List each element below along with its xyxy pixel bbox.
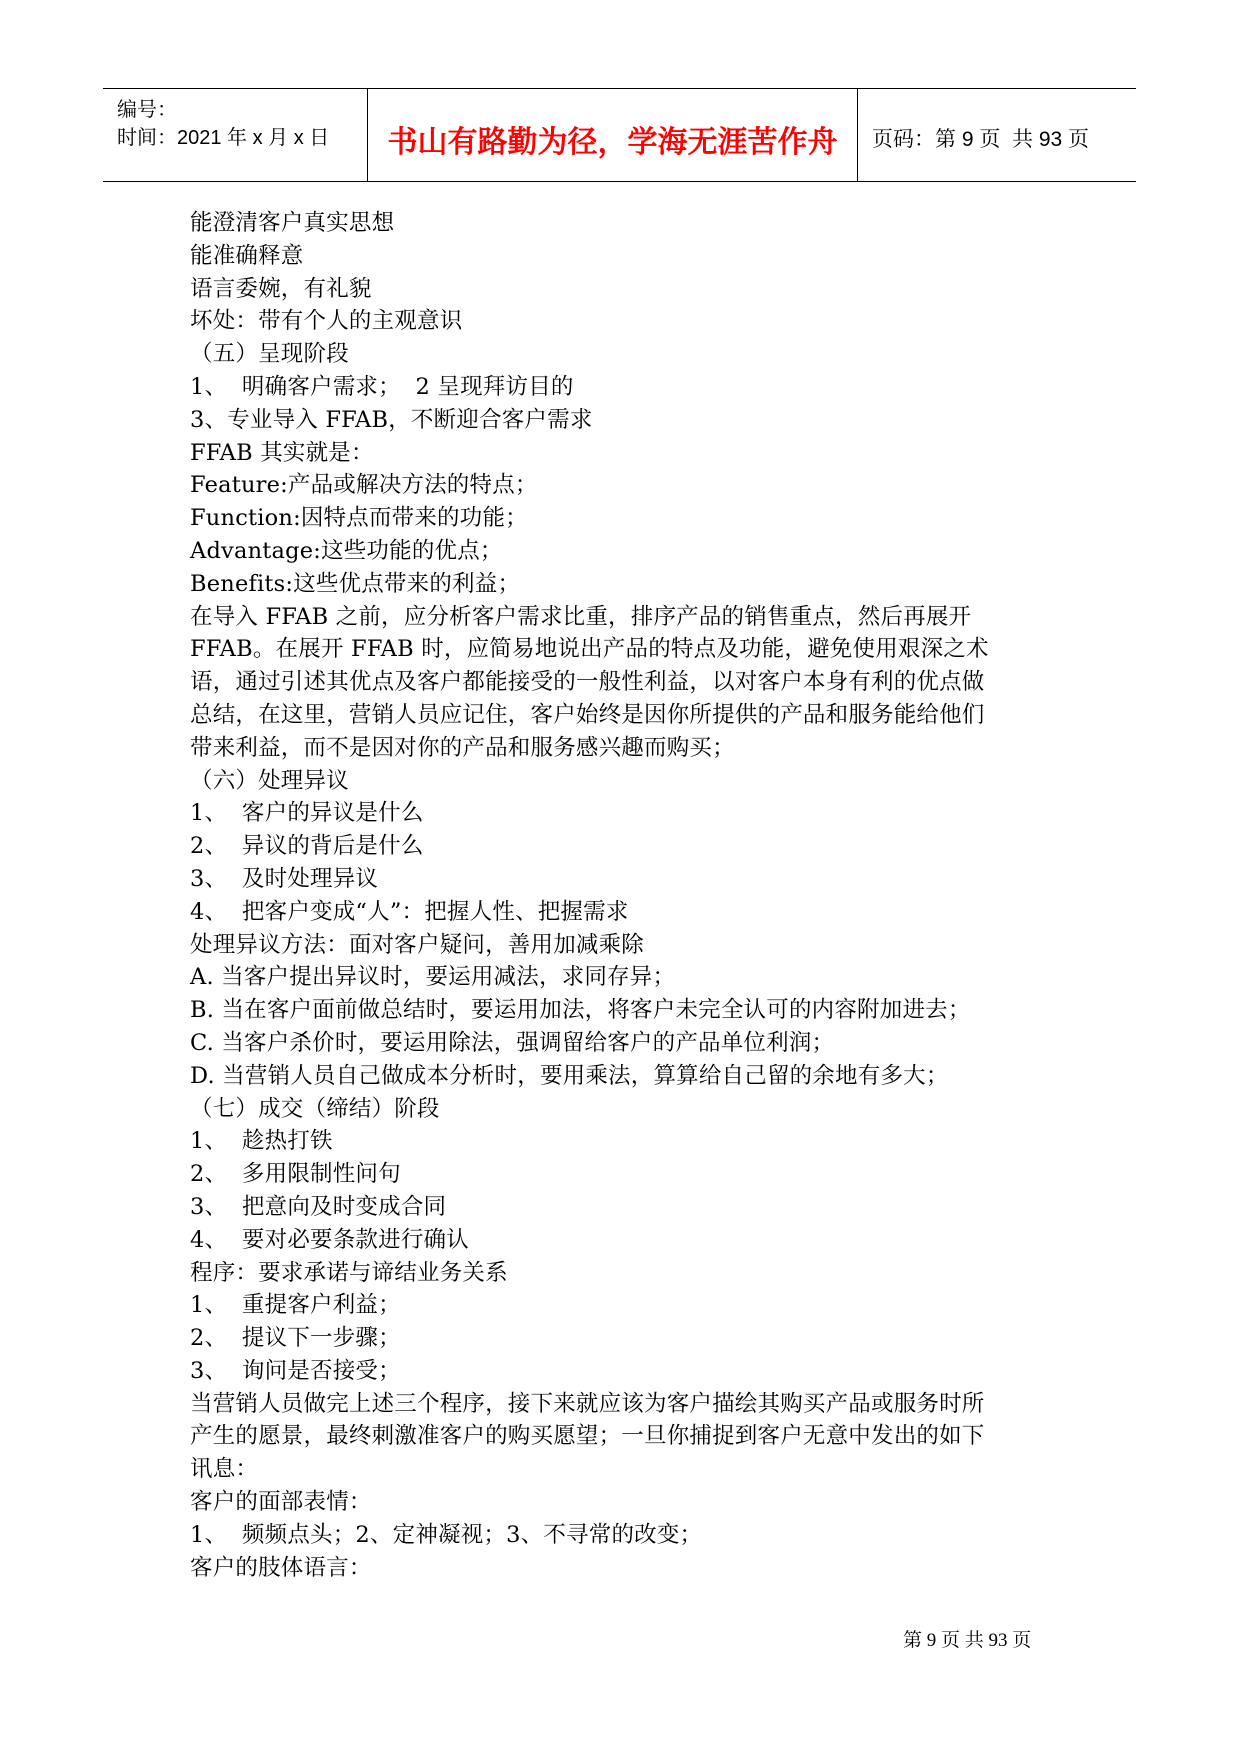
- document-body: [190, 207, 1070, 1584]
- body-line: 2、 多用限制性问句: [190, 1161, 401, 1188]
- body-line: 能准确释意: [190, 242, 304, 269]
- body-line: 4、 要对必要条款进行确认: [190, 1226, 469, 1253]
- header-motto-cell: [368, 89, 858, 181]
- body-line: 语言委婉，有礼貌: [190, 275, 372, 302]
- body-line: B. 当在客户面前做总结时，要运用加法，将客户未完全认可的内容附加进去；: [190, 997, 971, 1024]
- body-line: 客户的肢体语言：: [190, 1554, 372, 1581]
- body-line: 3、专业导入 FFAB，不断迎合客户需求: [190, 406, 593, 433]
- document-number-label: 编号：: [117, 99, 177, 121]
- body-line: D. 当营销人员自己做成本分析时，要用乘法，算算给自己留的余地有多大；: [190, 1062, 949, 1089]
- body-line: 1、 明确客户需求； 2 呈现拜访目的: [190, 373, 574, 400]
- body-line: 带来利益，而不是因对你的产品和服务感兴趣而购买；: [190, 734, 735, 761]
- body-line: 1、 重提客户利益；: [190, 1292, 401, 1319]
- body-line: 客户的面部表情：: [190, 1489, 372, 1516]
- header-meta-cell: [103, 89, 368, 181]
- header-page-info: 页码：第 9 页 共 93 页: [872, 128, 1090, 151]
- document-time-label: 时间：2021 年 x 月 x 日: [117, 127, 330, 149]
- body-line: （七）成交（缔结）阶段: [190, 1095, 440, 1122]
- body-line: 1、 趁热打铁: [190, 1128, 333, 1155]
- header-page-cell: [858, 89, 1136, 181]
- body-line: 3、 把意向及时变成合同: [190, 1193, 447, 1220]
- body-line: Function:因特点而带来的功能；: [190, 505, 528, 532]
- body-line: FFAB。在展开 FFAB 时，应简易地说出产品的特点及功能，避免使用艰深之术: [190, 636, 989, 663]
- body-line: 坏处：带有个人的主观意识: [190, 308, 463, 335]
- body-line: 1、 频频点头；2、定神凝视；3、不寻常的改变；: [190, 1521, 703, 1548]
- page-footer: 第 9 页 共 93 页: [903, 1630, 1032, 1651]
- body-line: C. 当客户杀价时，要运用除法，强调留给客户的产品单位利润；: [190, 1029, 835, 1056]
- body-line: 处理异议方法：面对客户疑问，善用加减乘除: [190, 931, 645, 958]
- body-line: 能澄清客户真实思想: [190, 210, 395, 236]
- body-line: 4、 把客户变成“人”：把握人性、把握需求: [190, 898, 629, 925]
- document-header: [103, 88, 1136, 182]
- body-line: 在导入 FFAB 之前，应分析客户需求比重，排序产品的销售重点，然后再展开: [190, 603, 972, 630]
- body-line: 语，通过引述其优点及客户都能接受的一般性利益，以对客户本身有利的优点做: [190, 669, 985, 696]
- body-line: Feature:产品或解决方法的特点；: [190, 472, 538, 499]
- body-line: FFAB 其实就是：: [190, 439, 374, 466]
- body-line: 3、 询问是否接受；: [190, 1357, 401, 1384]
- body-line: Benefits:这些优点带来的利益；: [190, 570, 521, 597]
- body-line: 讯息：: [190, 1456, 259, 1483]
- body-line: 2、 异议的背后是什么: [190, 833, 424, 860]
- body-line: 产生的愿景，最终刺激准客户的购买愿望；一旦你捕捉到客户无意中发出的如下: [190, 1423, 985, 1450]
- body-line: Advantage:这些功能的优点；: [190, 537, 503, 564]
- body-line: 总结，在这里，营销人员应记住，客户始终是因你所提供的产品和服务能给他们: [190, 701, 985, 728]
- body-line: 1、 客户的异议是什么: [190, 800, 424, 827]
- body-line: （五）呈现阶段: [190, 341, 349, 368]
- body-line: 2、 提议下一步骤；: [190, 1325, 401, 1352]
- header-motto: 书山有路勤为径，学海无涯苦作舟: [387, 125, 838, 160]
- body-line: A. 当客户提出异议时，要运用减法，求同存异；: [190, 964, 676, 991]
- body-line: 当营销人员做完上述三个程序，接下来就应该为客户描绘其购买产品或服务时所: [190, 1390, 985, 1417]
- body-line: 3、 及时处理异议: [190, 865, 379, 892]
- body-line: （六）处理异议: [190, 767, 349, 794]
- body-line: 程序：要求承诺与谛结业务关系: [190, 1259, 508, 1286]
